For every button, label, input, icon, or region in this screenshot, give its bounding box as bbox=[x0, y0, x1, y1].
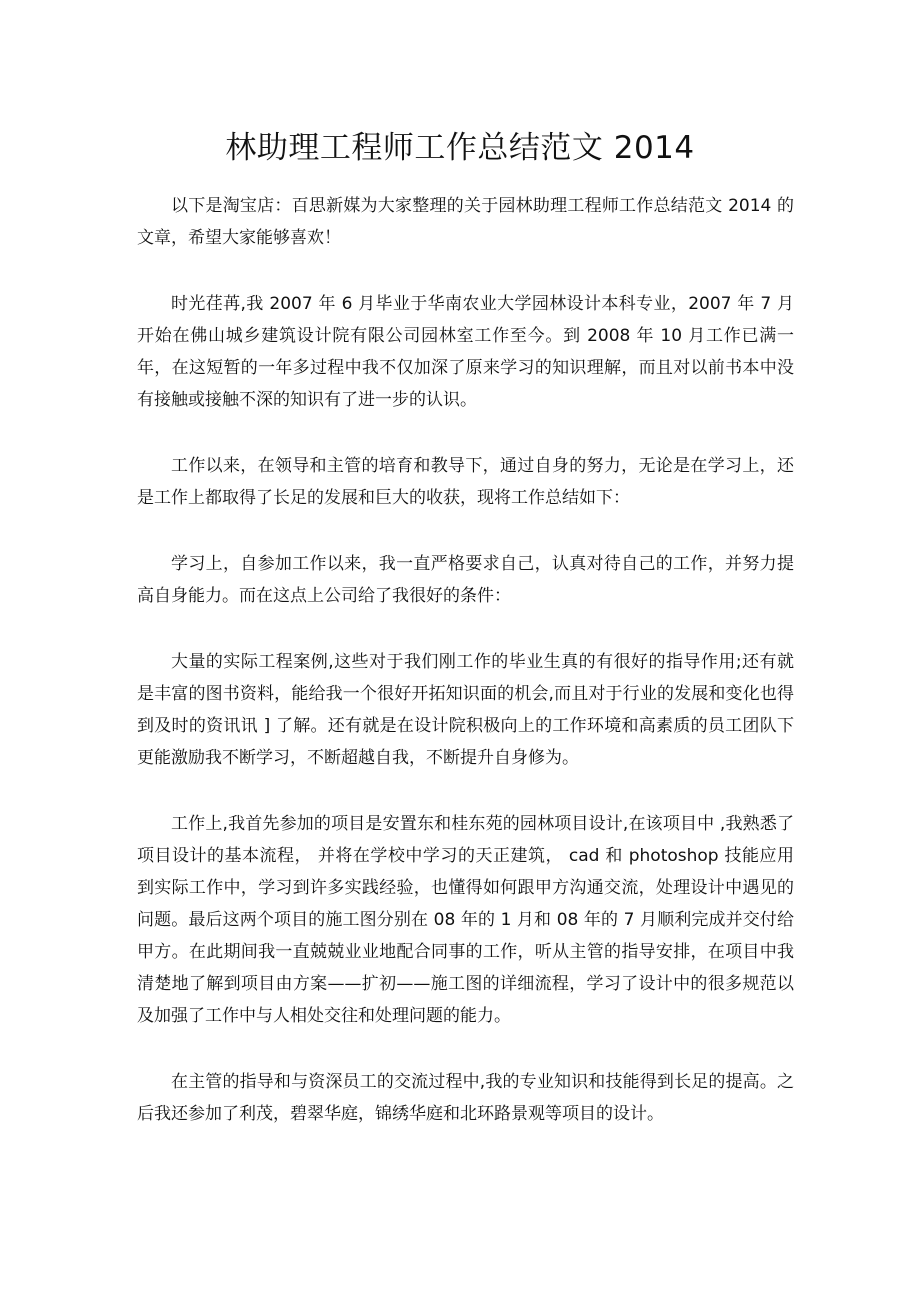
paragraph-background: 时光荏苒,我 2007 年 6 月毕业于华南农业大学园林设计本科专业，2007 年 7 月开始在佛山城乡建筑设计院有限公司园林室工作至今。到 2008 年 10 月工作已满一年，在这短暂的一年多过程中我不仅加深了原来学习的知识理解，而且对以前书本中没有接触或接触不深的知识有了进一步的认识。 bbox=[137, 294, 794, 410]
paragraph-intro: 以下是淘宝店：百思新媒为大家整理的关于园林助理工程师工作总结范文 2014 的文章，希望大家能够喜欢！ bbox=[137, 196, 794, 248]
paragraph-work: 工作上,我首先参加的项目是安置东和桂东苑的园林项目设计,在该项目中 ,我熟悉了项目设计的基本流程， 并将在学校中学习的天正建筑， cad 和 photoshop 技能应用到实际工作中，学习到许多实践经验，也懂得如何跟甲方沟通交流，处理设计中遇见的问题。最后这两个项目的施工图分别在 08 年的 1 月和 08 年的 7 月顺利完成并交付给甲方。在此期间我一直兢兢业业地配合同事的工作，听从主管的指导安排，在项目中我清楚地了解到项目由方案——扩初——施工图的详细流程，学习了设计中的很多规范以及加强了工作中与人相处交往和处理问题的能力。 bbox=[137, 814, 794, 1026]
document-title: 林助理工程师工作总结范文 2014 bbox=[225, 130, 695, 166]
paragraph-study: 学习上，自参加工作以来，我一直严格要求自己，认真对待自己的工作，并努力提高自身能力。而在这点上公司给了我很好的条件： bbox=[137, 554, 794, 606]
paragraph-growth: 在主管的指导和与资深员工的交流过程中,我的专业知识和技能得到长足的提高。之后我还参加了利茂，碧翠华庭，锦绣华庭和北环路景观等项目的设计。 bbox=[137, 1072, 794, 1124]
paragraph-conditions: 大量的实际工程案例,这些对于我们刚工作的毕业生真的有很好的指导作用;还有就是丰富的图书资料，能给我一个很好开拓知识面的机会,而且对于行业的发展和变化也得到及时的资讯讯 ] 了解。还有就是在设计院积极向上的工作环境和高素质的员工团队下更能激励我不断学习，不断超越自我，不断提升自身修为。 bbox=[137, 652, 794, 768]
paragraph-overview: 工作以来，在领导和主管的培育和教导下，通过自身的努力，无论是在学习上，还是工作上都取得了长足的发展和巨大的收获，现将工作总结如下： bbox=[137, 456, 794, 508]
document-body bbox=[137, 190, 794, 1164]
